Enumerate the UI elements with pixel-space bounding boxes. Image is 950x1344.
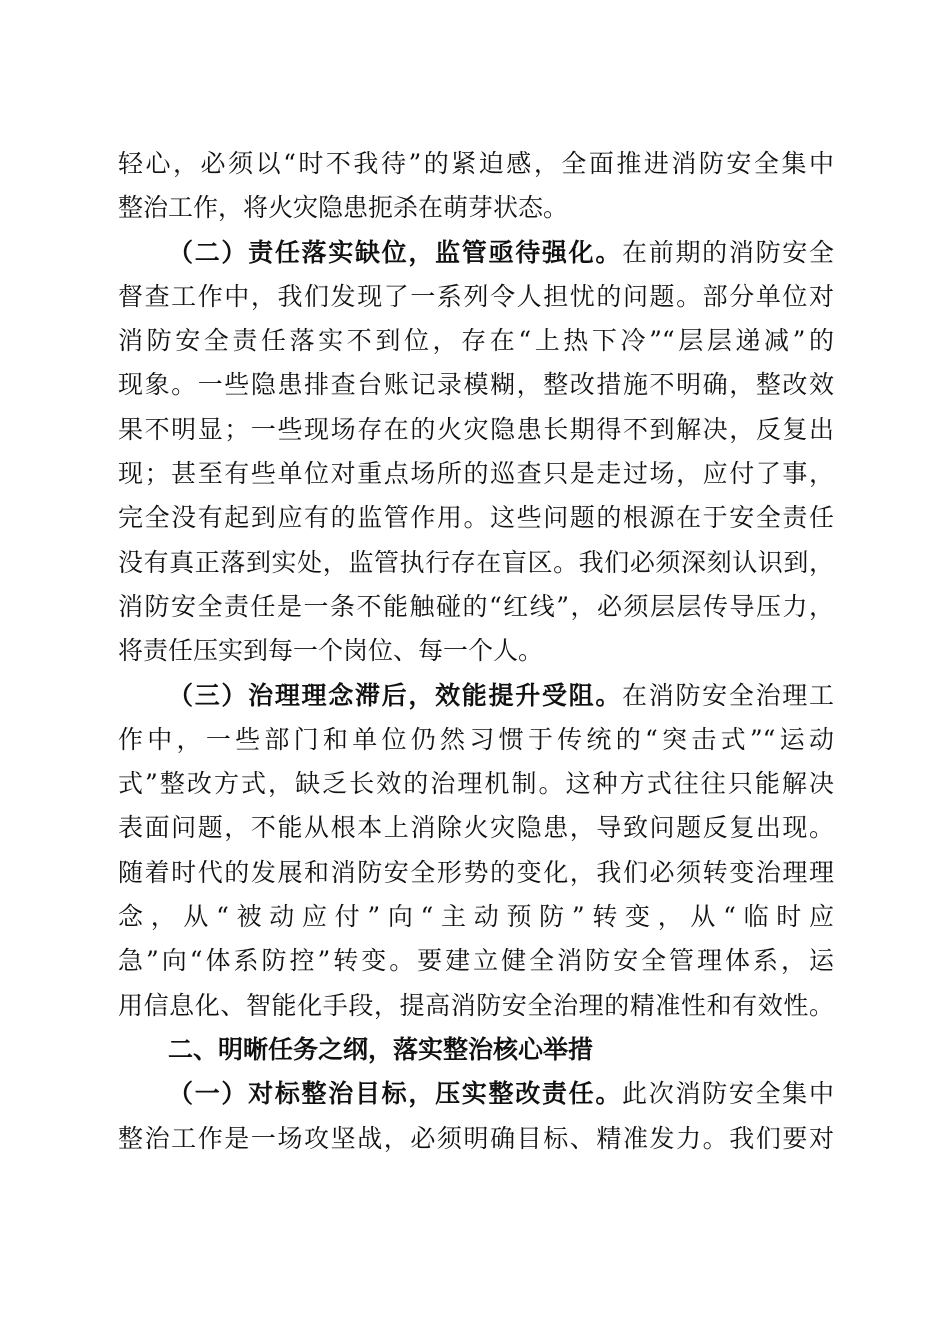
section-heading: 二、明晰任务之纲，落实整治核心举措	[168, 1034, 594, 1064]
subsection-line	[118, 674, 834, 718]
text-line: 消防安全责任是一条不能触碰的“红线”，必须层层传导压力，	[118, 591, 834, 621]
text-line: 完全没有起到应有的监管作用。这些问题的根源在于安全责任	[118, 503, 834, 533]
text-line: 将责任压实到每一个岗位、每一个人。	[118, 636, 544, 666]
text-line: 用信息化、智能化手段，提高消防安全治理的精准性和有效性。	[118, 990, 834, 1020]
text-line: 随着时代的发展和消防安全形势的变化，我们必须转变治理理	[118, 857, 834, 887]
text-line: 急”向“体系防控”转变。要建立健全消防安全管理体系，运	[118, 946, 834, 976]
text-line: 整治工作，将火灾隐患扼杀在萌芽状态。	[118, 193, 569, 223]
text-line: 现；甚至有些单位对重点场所的巡查只是走过场，应付了事，	[118, 459, 834, 489]
subsection-heading: （二）责任落实缺位，监管亟待强化。	[168, 237, 623, 267]
text-line: 督查工作中，我们发现了一系列令人担忧的问题。部分单位对	[118, 281, 834, 311]
subsection-heading: （三）治理理念滞后，效能提升受阻。	[168, 680, 623, 710]
text-span: 在前期的消防安全	[622, 237, 834, 267]
text-line: 果不明显；一些现场存在的火灾隐患长期得不到解决，反复出	[118, 414, 834, 444]
text-line: 现象。一些隐患排查台账记录模糊，整改措施不明确，整改效	[118, 370, 834, 400]
subsection-line	[118, 1072, 834, 1116]
subsection-line	[118, 231, 834, 275]
text-line: 式”整改方式，缺乏长效的治理机制。这种方式往往只能解决	[118, 769, 834, 799]
document-page	[118, 142, 834, 1161]
text-line: 表面问题，不能从根本上消除火灾隐患，导致问题反复出现。	[118, 813, 834, 843]
text-line: 念，从“被动应付”向“主动预防”转变，从“临时应	[118, 902, 834, 932]
text-line: 整治工作是一场攻坚战，必须明确目标、精准发力。我们要对	[118, 1123, 834, 1153]
text-line: 轻心，必须以“时不我待”的紧迫感，全面推进消防安全集中	[118, 149, 834, 178]
text-line: 消防安全责任落实不到位，存在“上热下冷”“层层递减”的	[118, 326, 834, 356]
text-line: 没有真正落到实处，监管执行存在盲区。我们必须深刻认识到，	[118, 547, 834, 577]
text-span: 在消防安全治理工	[622, 680, 834, 710]
subsection-heading: （一）对标整治目标，压实整改责任。	[168, 1079, 623, 1109]
text-span: 此次消防安全集中	[622, 1079, 834, 1109]
text-line: 作中，一些部门和单位仍然习惯于传统的“突击式”“运动	[118, 724, 834, 754]
